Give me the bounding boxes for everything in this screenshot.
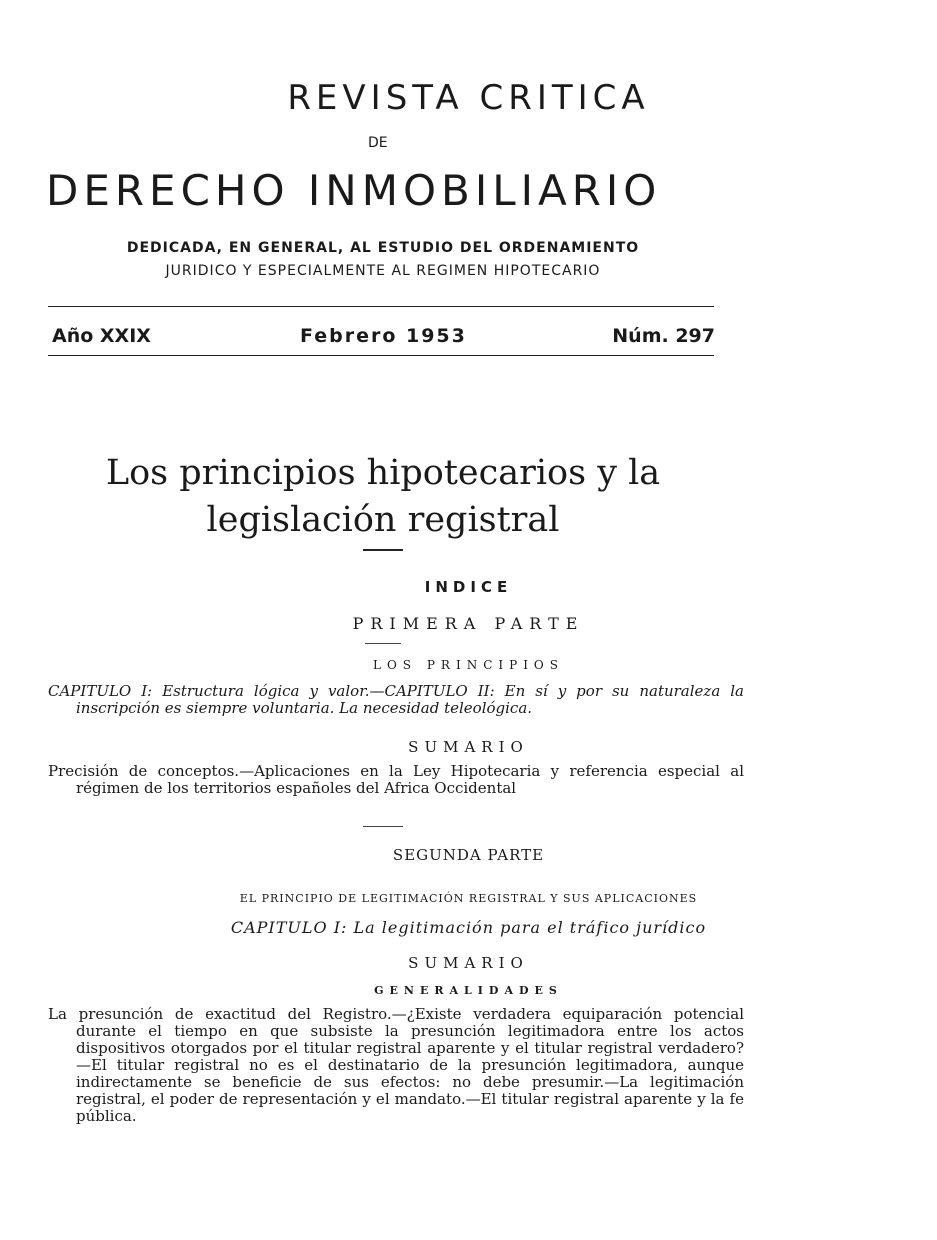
issue-number: Núm. 297 — [612, 325, 715, 347]
part2-subheading: EL PRINCIPIO DE LEGITIMACIÓN REGISTRAL Y SUS APLICACIONES — [239, 892, 698, 905]
issue-date: Febrero 1953 — [300, 325, 467, 347]
journal-title-main: DERECHO INMOBILIARIO — [46, 166, 662, 215]
part2-chapter: CAPITULO I: La legitimación para el tráfico jurídico — [230, 918, 707, 937]
part2-sumario-label: SUMARIO — [408, 954, 529, 972]
issue-year: Año XXIX — [52, 325, 151, 347]
journal-title-line1: REVISTA CRITICA — [287, 78, 650, 118]
part2-heading: SEGUNDA PARTE — [392, 846, 545, 864]
part1-subheading: LOS PRINCIPIOS — [373, 658, 564, 672]
part1-rule — [365, 643, 401, 644]
index-heading: INDICE — [424, 578, 513, 596]
dedication-line-2: JURIDICO Y ESPECIALMENTE AL REGIMEN HIPOTECARIO — [165, 263, 601, 279]
part2-sumario-text: La presunción de exactitud del Registro.—¿Existe verdadera equiparación potencial durante el tiempo en que subsiste la presunción legitimadora entre los actos dispositivos otorgados por el titular registral aparente y el titular registral verdadero?—El titular registral no es el destinatario de la presunción legitimadora, aunque indirectamente se beneficie de sus efectos: no debe presumir.—La legitimación registral, el poder de representación y el mandato.—El titular registral aparente y la fe pública. — [48, 1005, 744, 1125]
part2-generalidades: GENERALIDADES — [374, 984, 563, 997]
journal-title-de: DE — [368, 135, 388, 151]
divider-bottom — [48, 355, 714, 356]
dedication-line-1: DEDICADA, EN GENERAL, AL ESTUDIO DEL ORDENAMIENTO — [126, 240, 640, 256]
part1-heading: PRIMERA PARTE — [352, 614, 585, 633]
title-underline — [363, 549, 403, 551]
article-title: Los principios hipotecarios y la legislación registral — [105, 453, 661, 540]
part1-sumario-text: Precisión de conceptos.—Aplicaciones en la Ley Hipotecaria y referencia especial al régimen de los territorios españoles del Africa Occidental — [48, 762, 744, 797]
part1-chapters: CAPITULO I: Estructura lógica y valor.—CAPITULO II: En sí y por su naturaleza la inscripción es siempre voluntaria. La necesidad teleológica. — [48, 682, 744, 717]
part2-rule — [363, 826, 403, 827]
part1-sumario-label: SUMARIO — [408, 738, 529, 756]
divider-top — [48, 306, 714, 307]
